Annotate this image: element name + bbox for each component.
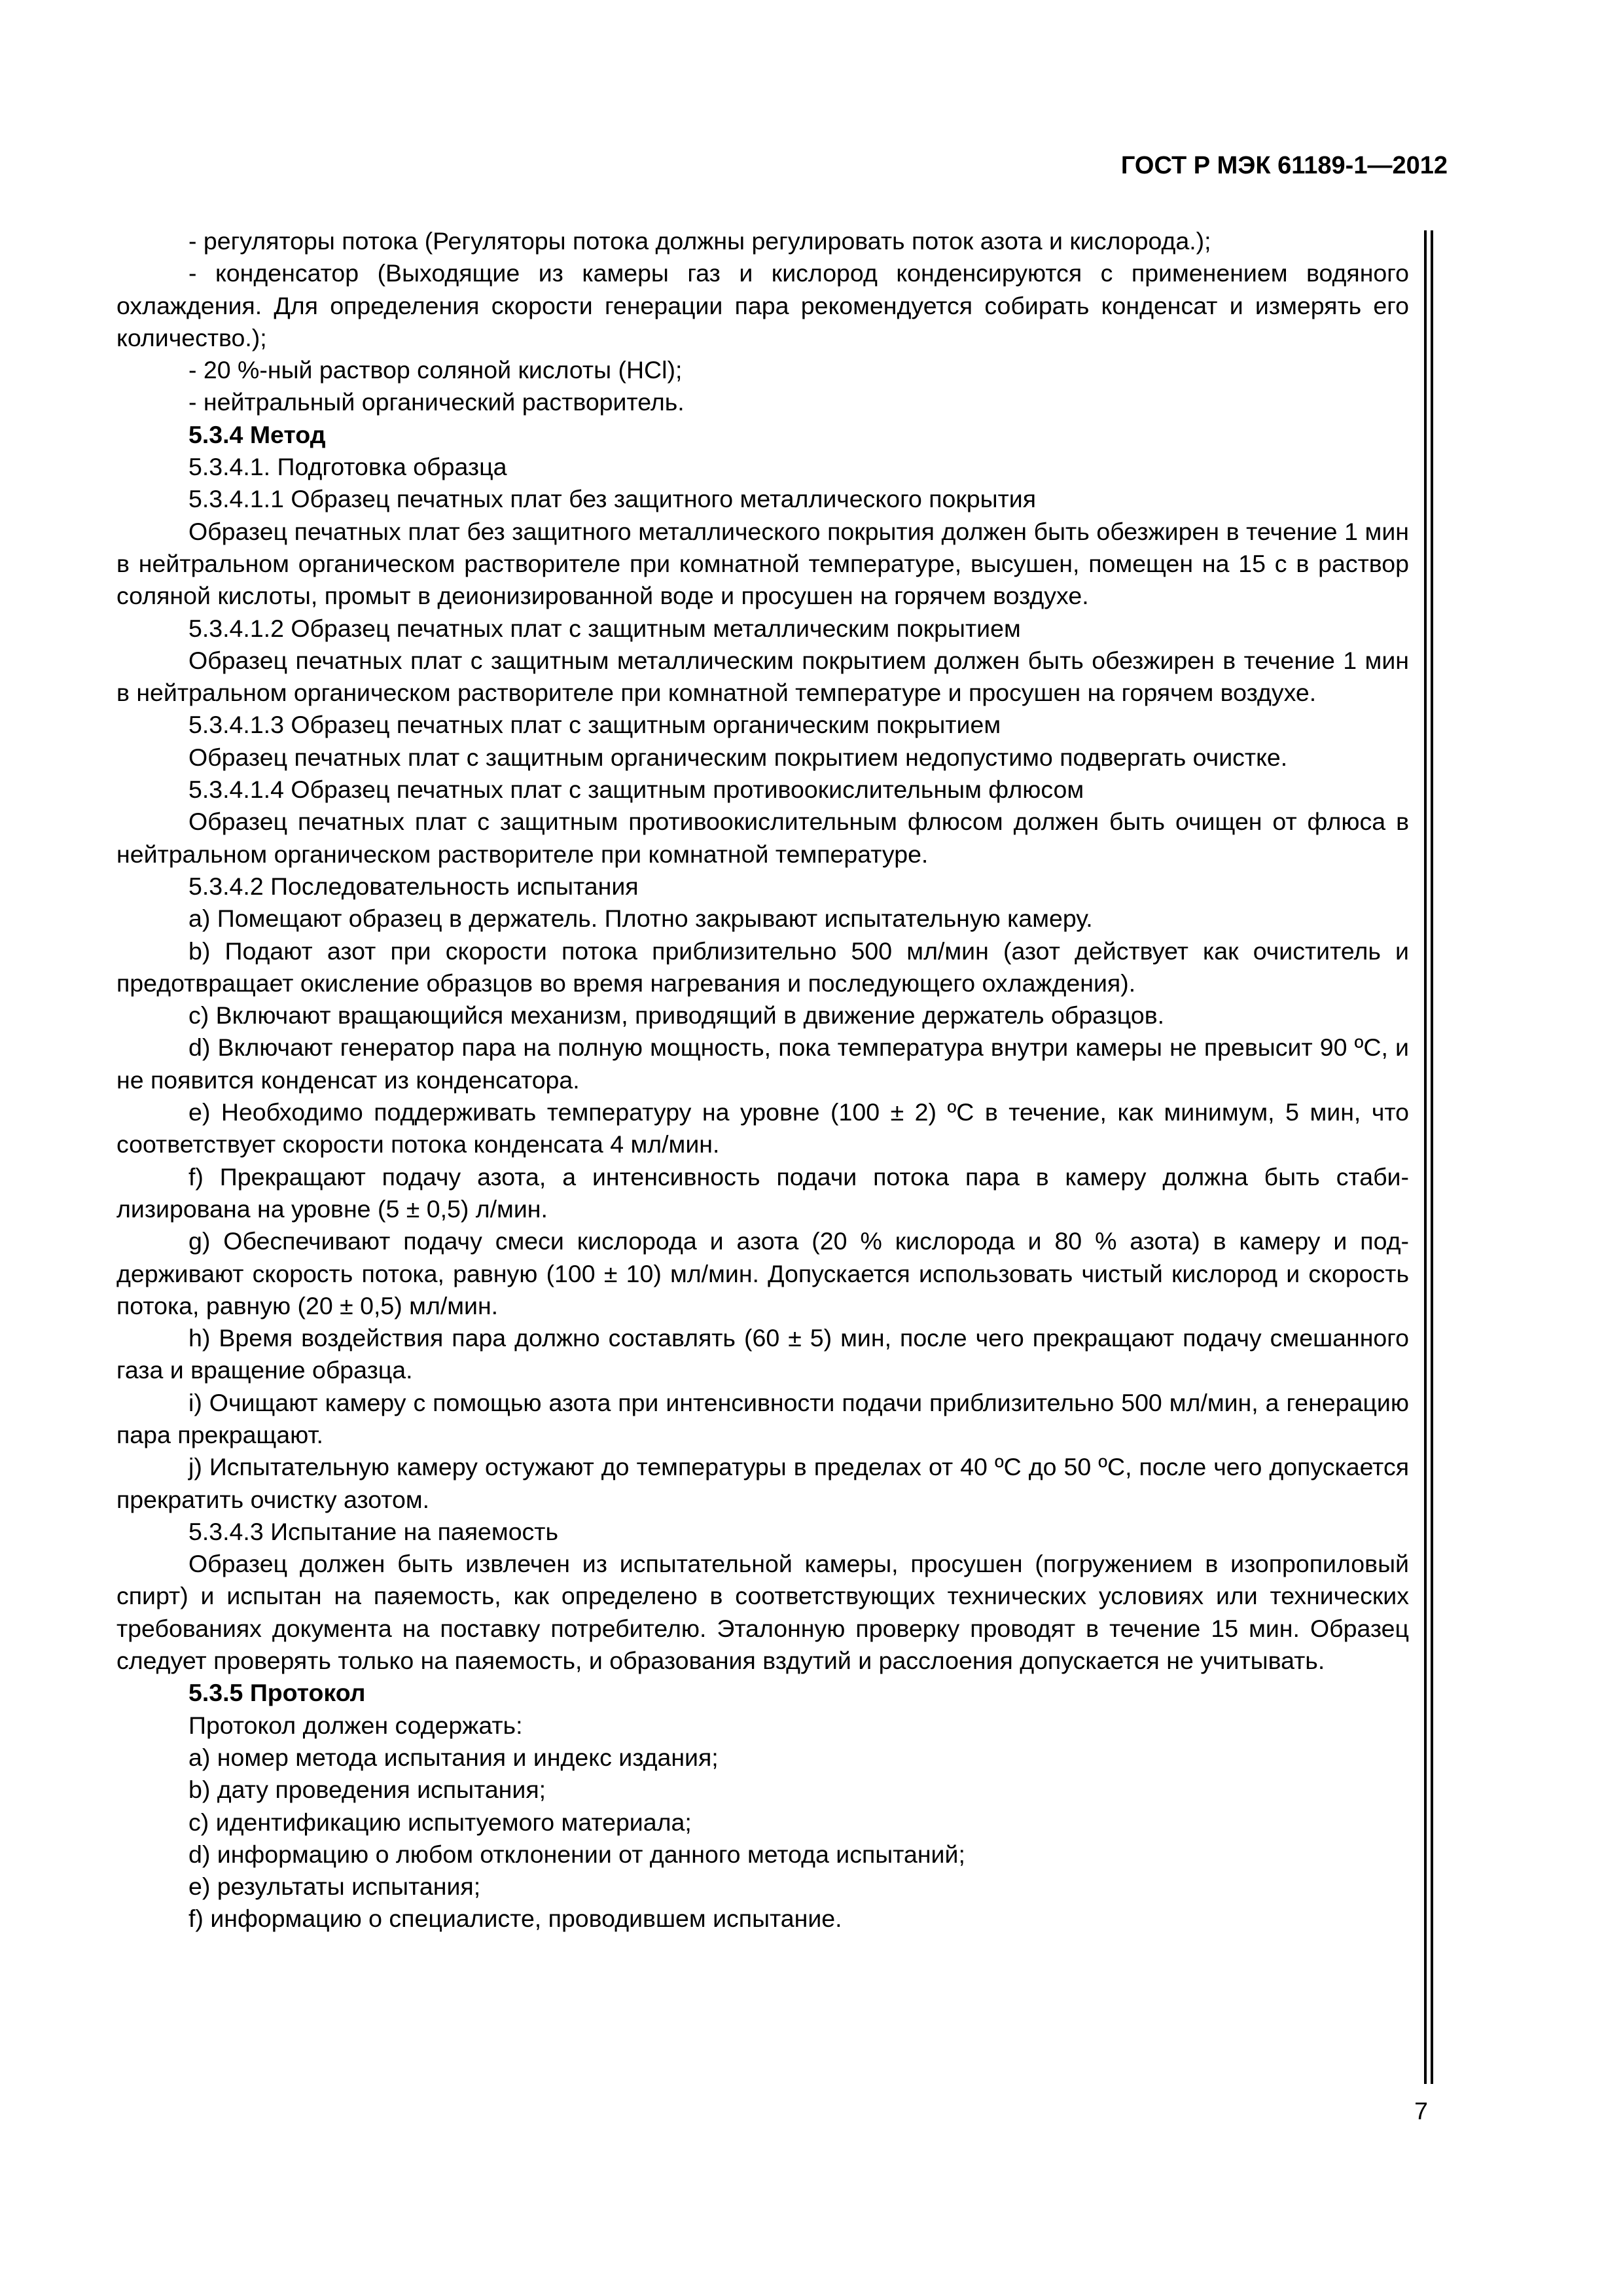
paragraph: 5.3.4.2 Последовательность испытания bbox=[188, 872, 639, 900]
paragraph: Образец печатных плат с защитным органическим покрытием недопустимо подвергать очистке. bbox=[188, 743, 1288, 771]
document-header: ГОСТ Р МЭК 61189-1—2012 bbox=[1120, 152, 1448, 179]
paragraph: 5.3.4.1.2 Образец печатных плат с защитным металлическим покрытием bbox=[188, 614, 1021, 642]
paragraph: d) Включают генератор пара на полную мощность, пока температура внутри камеры не превысит 90 ºС, и не появится конденсат из конденсатора. bbox=[116, 1033, 1409, 1094]
paragraph: Образец печатных плат с защитным противоокислительным флюсом должен быть очищен от флюса в нейтральном органическом растворителе при комнатной температуре. bbox=[116, 808, 1409, 868]
paragraph: c) Включают вращающийся механизм, приводящий в движение держатель образцов. bbox=[188, 1001, 1165, 1030]
section-heading: 5.3.4 Метод bbox=[188, 420, 326, 448]
paragraph: - 20 %-ный раствор соляной кислоты (HCl); bbox=[188, 356, 683, 384]
paragraph: b) дату проведения испытания; bbox=[188, 1776, 546, 1804]
paragraph: Образец печатных плат без защитного металлического покрытия должен быть обезжирен в течение 1 мин в нейтральном органическом растворителе при комнатной температуре, высушен, помещен на 15 с в раствор соляной кислоты, промыт в деионизированной воде и просушен на горячем воздухе. bbox=[116, 517, 1409, 610]
paragraph: f) информацию о специалисте, проводившем испытание. bbox=[188, 1905, 842, 1933]
paragraph: - нейтральный органический растворитель. bbox=[188, 388, 685, 416]
paragraph: d) информацию о любом отклонении от данного метода испытаний; bbox=[188, 1840, 965, 1868]
paragraph: - конденсатор (Выходящие из камеры газ и кислород конденсируются с применением водяного охлаждения. Для определения скорости генерации пара рекомендуется собирать конденсат и измерять его количество.); bbox=[116, 259, 1409, 351]
change-bar bbox=[1424, 230, 1433, 2084]
section-heading: 5.3.5 Протокол bbox=[188, 1679, 366, 1707]
paragraph: Образец печатных плат с защитным металлическим покрытием должен быть обезжирен в течение 1 мин в нейтральном органическом растворителе при комнатной температуре и просушен на горячем воздухе. bbox=[116, 646, 1409, 707]
paragraph: h) Время воздействия пара должно составлять (60 ± 5) мин, после чего прекращают подачу смешанного газа и вращение образца. bbox=[116, 1324, 1409, 1384]
paragraph: e) Необходимо поддерживать температуру на уровне (100 ± 2) ºС в течение, как минимум, 5 мин, что соответствует скорости потока конденсата 4 мл/мин. bbox=[116, 1098, 1409, 1158]
paragraph: 5.3.4.1.4 Образец печатных плат с защитным противоокислительным флюсом bbox=[188, 776, 1084, 804]
paragraph: 5.3.4.1. Подготовка образца bbox=[188, 453, 507, 481]
paragraph: Образец должен быть извлечен из испытательной камеры, просушен (погружением в изопропиловый спирт) и испытан на паяемость, как определено в соответствующих технических условиях или технических требованиях документа на поставку потребителю. Эталонную проверку проводят в течение 15 мин. Образец следует проверять только на паяемость, и образования вздутий и расслоения допускается не учитывать. bbox=[116, 1550, 1409, 1675]
paragraph: f) Прекращают подачу азота, а интенсивность подачи потока пара в камеру должна быть стабилизирована на уровне (5 ± 0,5) л/мин. bbox=[116, 1162, 1409, 1223]
paragraph: 5.3.4.1.3 Образец печатных плат с защитным органическим покрытием bbox=[188, 711, 1001, 739]
paragraph: - регуляторы потока (Регуляторы потока должны регулировать поток азота и кислорода.); bbox=[188, 227, 1211, 255]
document-body bbox=[116, 225, 1409, 1935]
paragraph: i) Очищают камеру с помощью азота при интенсивности подачи приблизительно 500 мл/мин, а генерацию пара прекращают. bbox=[116, 1388, 1409, 1448]
paragraph: g) Обеспечивают подачу смеси кислорода и азота (20 % кислорода и 80 % азота) в камеру и поддерживают скорость потока, равную (100 ± 10) мл/мин. Допускается использовать чистый кислород и скорость потока, равную (20 ± 0,5) мл/мин. bbox=[116, 1227, 1409, 1319]
page-number: 7 bbox=[1414, 2097, 1428, 2125]
paragraph: Протокол должен содержать: bbox=[188, 1711, 523, 1739]
paragraph: 5.3.4.1.1 Образец печатных плат без защитного металлического покрытия bbox=[188, 485, 1037, 513]
paragraph: b) Подают азот при скорости потока приблизительно 500 мл/мин (азот действует как очиститель и предотвращает окисление образцов во время нагревания и последующего охлаждения). bbox=[116, 937, 1409, 997]
paragraph: j) Испытательную камеру остужают до температуры в пределах от 40 ºС до 50 ºС, после чего допускается прекратить очистку азотом. bbox=[116, 1453, 1409, 1513]
paragraph: a) Помещают образец в держатель. Плотно закрывают испытательную камеру. bbox=[188, 905, 1093, 933]
paragraph: c) идентификацию испытуемого материала; bbox=[188, 1808, 692, 1836]
paragraph: a) номер метода испытания и индекс издания; bbox=[188, 1743, 719, 1771]
paragraph: 5.3.4.3 Испытание на паяемость bbox=[188, 1517, 559, 1545]
paragraph: e) результаты испытания; bbox=[188, 1873, 481, 1901]
